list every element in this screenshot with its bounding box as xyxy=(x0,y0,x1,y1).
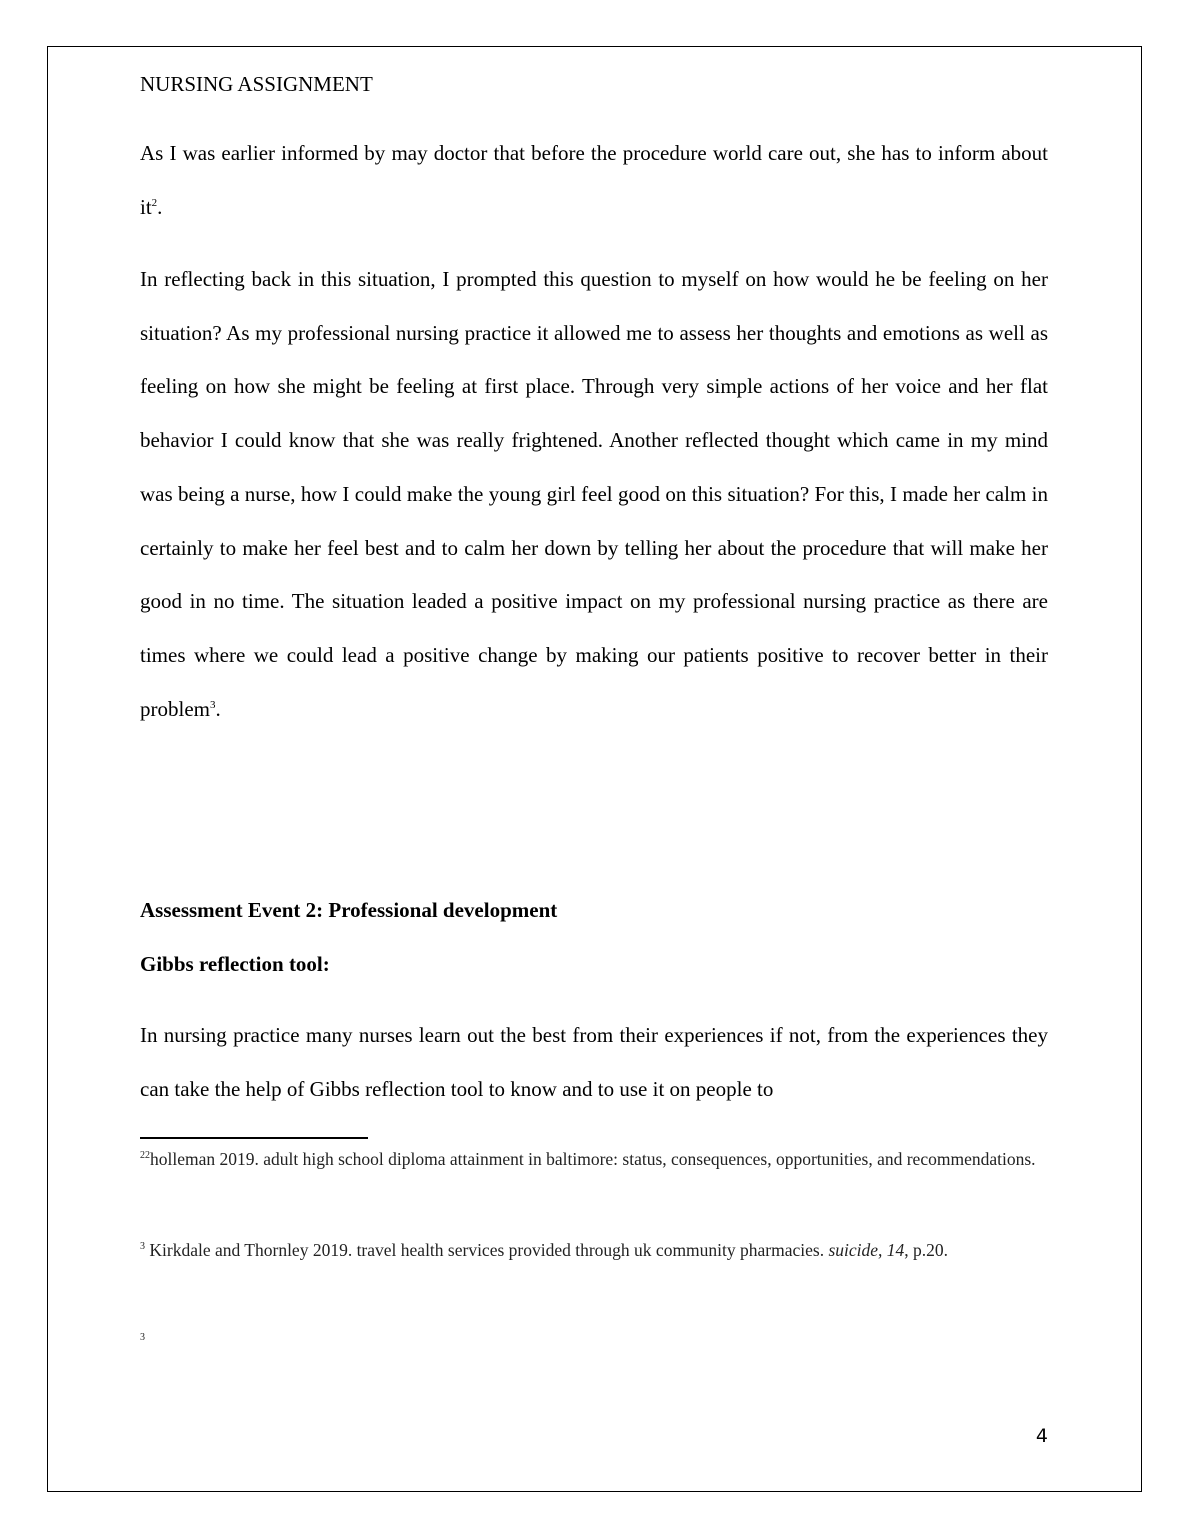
paragraph-end: . xyxy=(215,696,221,721)
footnote-mark: 3 xyxy=(140,1241,145,1253)
running-header: NURSING ASSIGNMENT xyxy=(140,72,373,96)
footnote-pages: , p.20. xyxy=(904,1240,949,1260)
paragraph-text: In reflecting back in this situation, I prompted this question to myself on how would he be feeling on her situation? As my professional nursing practice it allowed me to assess her thoughts and emotions as well as feeling on how she might be feeling at first place. Through very simple actions of her voice and her flat behavior I could know that she was really frightened. Another reflected thought which came in my mind was being a nurse, how I could make the young girl feel good on this situation? For this, I made her calm in certainly to make her feel best and to calm her down by telling her about the procedure that will make her good in no time. The situation leaded a positive impact on my professional nursing practice as there are times where we could lead a positive change by making our patients positive to recover better in their problem xyxy=(140,267,1048,721)
subsection-heading: Gibbs reflection tool: xyxy=(140,952,330,976)
footnote xyxy=(140,1137,1048,1183)
footnote-text: holleman 2019. adult high school diploma attainment in baltimore: status, consequences, opportunities, and recommendations. xyxy=(150,1149,1036,1169)
footnote-text: Kirkdale and Thornley 2019. travel health services provided through uk community pharmacies. xyxy=(145,1240,829,1260)
footnote-journal: suicide xyxy=(828,1240,879,1260)
section-heading: Assessment Event 2: Professional development xyxy=(140,898,558,922)
footnote xyxy=(140,1228,1048,1274)
footnote-mark: 2 xyxy=(145,1150,150,1162)
stray-footnote-mark: 3 xyxy=(140,1332,145,1343)
paragraph-text: As I was earlier informed by may doctor that before the procedure world care out, she has to inform about it xyxy=(140,141,1048,219)
paragraph: In nursing practice many nurses learn out the best from their experiences if not, from the experiences they can take the help of Gibbs reflection tool to know and to use it on people to xyxy=(140,1023,1048,1101)
footnote-ref[interactable]: 2 xyxy=(151,196,158,209)
footnote-volume: 14 xyxy=(886,1240,905,1260)
paragraph-end: . xyxy=(157,194,163,219)
footnote-mark: 2 xyxy=(140,1150,145,1162)
footnote-ref[interactable]: 3 xyxy=(209,698,216,711)
paragraph xyxy=(140,253,1048,736)
footnote-separator-text: , xyxy=(878,1240,887,1260)
page-number: 4 xyxy=(1035,1425,1048,1447)
paragraph xyxy=(140,127,1048,234)
